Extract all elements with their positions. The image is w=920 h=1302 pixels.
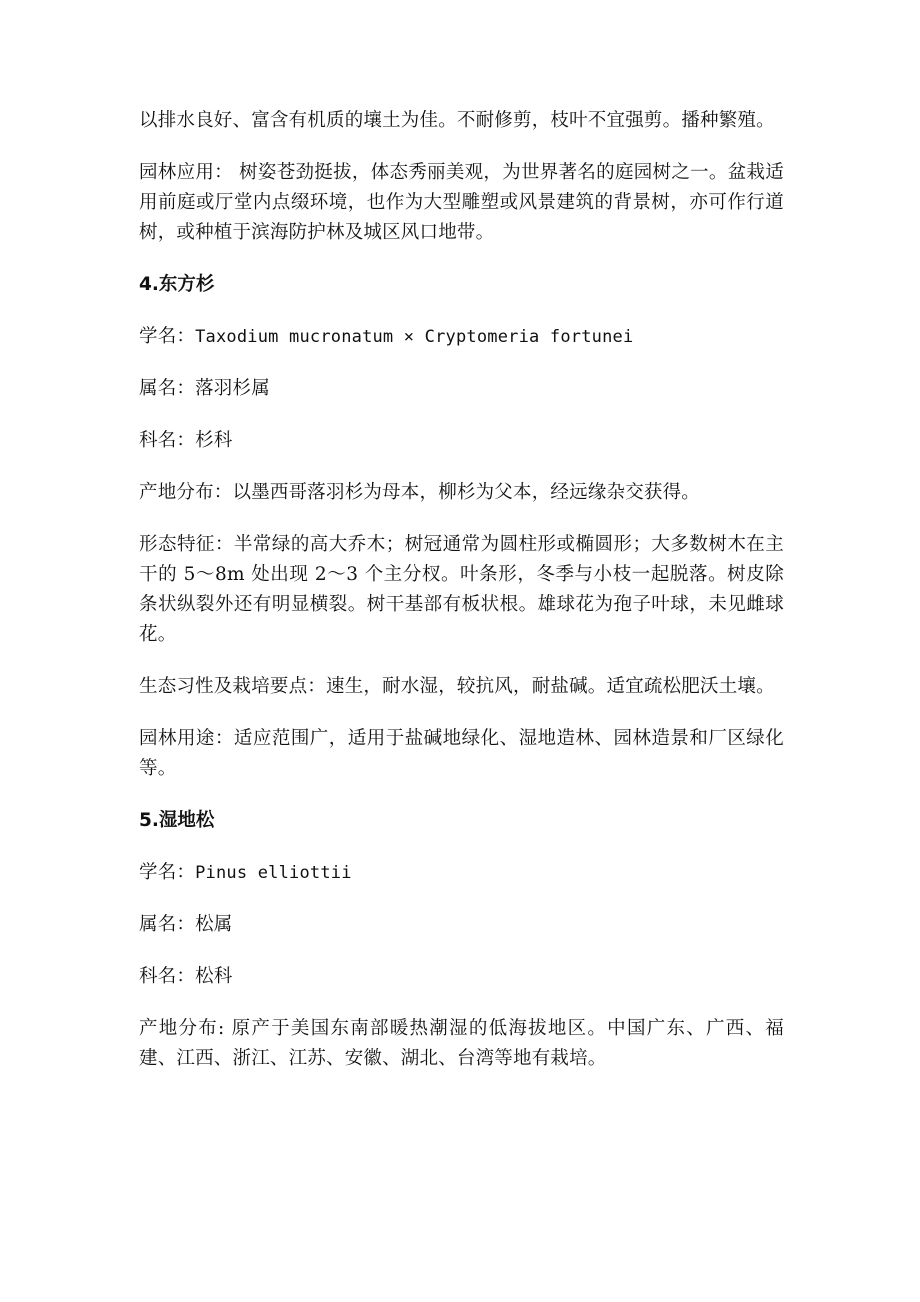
genus-line: 属名：松属 (139, 914, 233, 935)
family-line: 科名：松科 (139, 966, 233, 987)
landscape-use-paragraph: 园林用途：适应范围广，适用于盐碱地绿化、湿地造林、园林造景和厂区绿化等。 (139, 728, 784, 779)
scientific-name-value: Pinus elliottii (195, 863, 352, 883)
origin-line: 产地分布：以墨西哥落羽杉为母本，柳杉为父本，经远缘杂交获得。 (139, 482, 701, 503)
document-page (139, 106, 784, 1096)
scientific-name-value: Taxodium mucronatum × Cryptomeria fortunei (195, 327, 634, 347)
genus-line: 属名：落羽杉属 (139, 378, 270, 399)
scientific-name-line (139, 322, 784, 352)
family-line: 科名：杉科 (139, 430, 233, 451)
ecology-paragraph: 生态习性及栽培要点：速生，耐水湿，较抗风，耐盐碱。适宜疏松肥沃土壤。 (139, 676, 775, 697)
section-heading-shidisong: 5.湿地松 (139, 810, 215, 831)
origin-line: 产地分布: 原产于美国东南部暖热潮湿的低海拔地区。中国广东、广西、福建、江西、浙江、江苏、安徽、湖北、台湾等地有栽培。 (139, 1018, 784, 1069)
section-heading-dongfangshan: 4.东方杉 (139, 274, 215, 295)
scientific-name-label: 学名： (139, 326, 196, 347)
scientific-name-line (139, 858, 784, 888)
landscape-use-continued: 园林应用： 树姿苍劲挺拔，体态秀丽美观，为世界著名的庭园树之一。盆栽适用前庭或厅堂内点缀环境，也作为大型雕塑或风景建筑的背景树，亦可作行道树，或种植于滨海防护林及城区风口地带。 (139, 162, 784, 243)
cultivation-continued: 以排水良好、富含有机质的壤土为佳。不耐修剪，枝叶不宜强剪。播种繁殖。 (139, 110, 775, 131)
scientific-name-label: 学名： (139, 862, 196, 883)
morphology-paragraph: 形态特征：半常绿的高大乔木；树冠通常为圆柱形或椭圆形；大多数树木在主干的 5～8m 处出现 2～3 个主分杈。叶条形，冬季与小枝一起脱落。树皮除条状纵裂外还有明显横裂。树干基部有板状根。雄球花为孢子叶球，未见雌球花。 (139, 534, 784, 645)
